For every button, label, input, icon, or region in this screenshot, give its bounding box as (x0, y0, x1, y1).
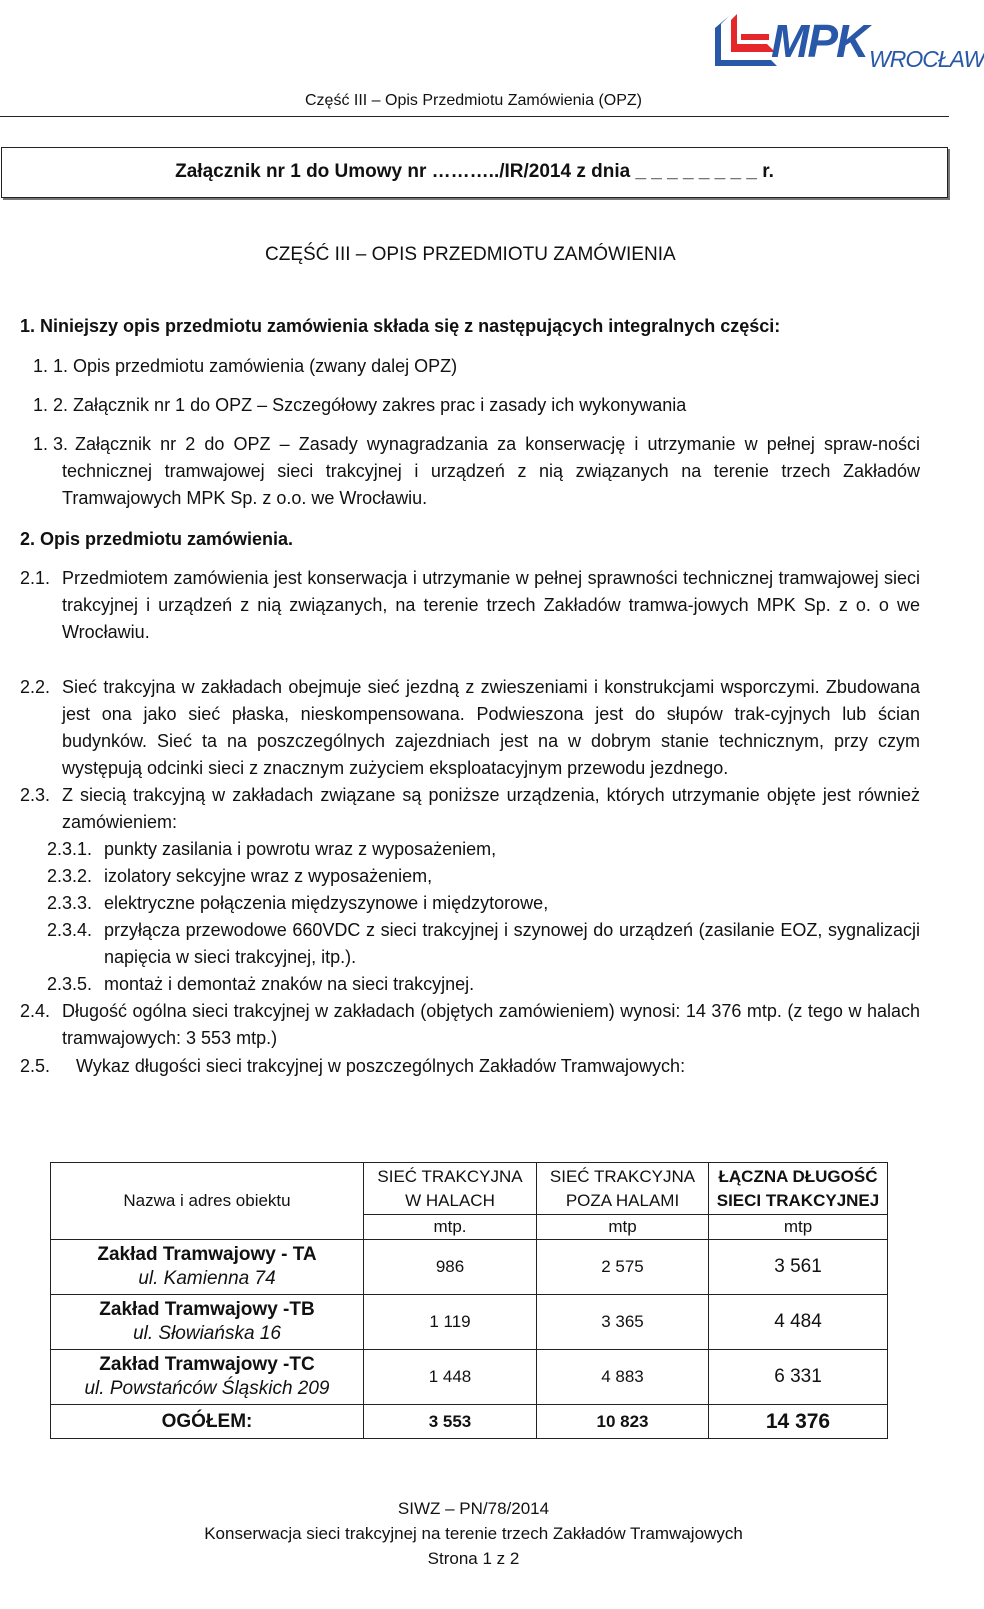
s1-item-2: 1. 2. Załącznik nr 1 do OPZ – Szczegółowy zakres prac i zasady ich wykonywania (33, 395, 687, 415)
total-v2: 10 823 (537, 1405, 709, 1439)
unit-2: mtp (537, 1215, 709, 1240)
row-name: Zakład Tramwajowy - TA (97, 1244, 317, 1265)
th-name: Nazwa i adres obiektu (51, 1163, 364, 1240)
mpk-logo (707, 4, 984, 72)
total-v3: 14 376 (709, 1405, 888, 1439)
th-total-length-l2: SIECI TRAKCYJNEJ (716, 1190, 880, 1210)
th-outside-halls-l2: POZA HALAMI (565, 1190, 680, 1210)
s2-p4-num: 2.4. (20, 1001, 51, 1021)
s2-p1: Przedmiotem zamówienia jest konserwacja i utrzymanie w pełnej sprawności technicznej tramwajowej sieci trakcyjnej i urządzeń z nią związanych, na terenie trzech Zakładów tramwa-jowych MPK Sp. z o. o we Wrocławiu. (62, 568, 920, 642)
footer-siwz: SIWZ – PN/78/2014 (397, 1499, 550, 1518)
s2-p1-num: 2.1. (20, 568, 51, 588)
row-v2: 2 575 (537, 1240, 709, 1295)
unit-1: mtp. (364, 1215, 537, 1240)
row-v3: 6 331 (709, 1350, 888, 1405)
th-in-halls-l2: W HALACH (405, 1190, 495, 1210)
s2-sub-4-num: 2.3.4. (47, 920, 93, 940)
total-v1: 3 553 (364, 1405, 537, 1439)
mpk-logo-icon (707, 4, 777, 72)
s1-item-1: 1. 1. Opis przedmiotu zamówienia (zwany dalej OPZ) (33, 356, 458, 376)
s2-sub-1-num: 2.3.1. (47, 839, 93, 859)
th-total-length-l1: ŁĄCZNA DŁUGOŚĆ (718, 1166, 878, 1186)
header-divider (0, 116, 949, 117)
th-in-halls (364, 1163, 537, 1215)
s2-sub-2: izolatory sekcyjne wraz z wyposażeniem, (104, 866, 433, 886)
s2-p2-num: 2.2. (20, 677, 51, 697)
logo-subtext: WROCŁAW (869, 46, 984, 72)
row-v3: 3 561 (709, 1240, 888, 1295)
row-address: ul. Powstańców Śląskich 209 (84, 1378, 330, 1399)
annex-box (1, 147, 948, 198)
row-v1: 1 119 (364, 1295, 537, 1350)
row-name-cell (51, 1295, 364, 1350)
unit-3: mtp (709, 1215, 888, 1240)
total-label: OGÓŁEM: (51, 1405, 364, 1439)
s2-p2: Sieć trakcyjna w zakładach obejmuje sieć jezdną z zwieszeniami i konstrukcjami wsporczymi. Zbudowana jest ona jako sieć płaska, nieskompensowana. Podwieszona jest do słupów trak-cyjnych lub ścian budynków. Sieć ta na poszczególnych zajezdniach jest na w dobrym stanie technicznym, przy czym występują odcinki sieci z znacznym zużyciem eksploatacyjnym przewodu jezdnego. (62, 677, 920, 778)
th-in-halls-l1: SIEĆ TRAKCYJNA (377, 1166, 523, 1186)
s2-sub-5: montaż i demontaż znaków na sieci trakcyjnej. (104, 974, 475, 994)
s2-p3-num: 2.3. (20, 785, 51, 805)
s2-heading: 2. Opis przedmiotu zamówienia. (20, 529, 294, 549)
row-v1: 1 448 (364, 1350, 537, 1405)
logo-text: MPK (771, 15, 868, 67)
s2-p5-num: 2.5. (20, 1056, 51, 1076)
s2-sub-3: elektryczne połączenia międzyszynowe i międzytorowe, (104, 893, 549, 913)
table-row (51, 1240, 888, 1295)
footer-page-number: Strona 1 z 2 (427, 1549, 520, 1568)
network-length-table (50, 1162, 888, 1439)
row-v1: 986 (364, 1240, 537, 1295)
table-total-row (51, 1405, 888, 1439)
s1-item-3-num: 1. 3. (33, 434, 69, 454)
row-v2: 4 883 (537, 1350, 709, 1405)
s2-p5: Wykaz długości sieci trakcyjnej w poszczególnych Zakładów Tramwajowych: (76, 1056, 686, 1076)
row-name: Zakład Tramwajowy -TB (99, 1299, 315, 1320)
row-name-cell (51, 1240, 364, 1295)
footer-subject: Konserwacja sieci trakcyjnej na terenie trzech Zakładów Tramwajowych (204, 1524, 743, 1543)
row-name-cell (51, 1350, 364, 1405)
table-row (51, 1295, 888, 1350)
th-outside-halls (537, 1163, 709, 1215)
row-address: ul. Kamienna 74 (138, 1268, 276, 1289)
table-header-row (51, 1163, 888, 1215)
s2-p4: Długość ogólna sieci trakcyjnej w zakładach (objętych zamówieniem) wynosi: 14 376 mtp. (z tego w halach tramwajowych: 3 553 mtp.) (62, 1001, 920, 1048)
s1-item-3: Załącznik nr 2 do OPZ – Zasady wynagradzania za konserwację i utrzymanie w pełnej spraw-ności technicznej tramwajowej sieci trakcyjnej i urządzeń z nią związanych na terenie trzech Zakładów Tramwajowych MPK Sp. z o.o. we Wrocławiu. (62, 434, 920, 508)
s1-heading: 1. Niniejszy opis przedmiotu zamówienia składa się z następujących integralnych części: (20, 316, 781, 336)
annex-text: Załącznik nr 1 do Umowy nr ………../IR/2014 z dnia _ _ _ _ _ _ _ _ r. (175, 161, 774, 182)
th-outside-halls-l1: SIEĆ TRAKCYJNA (549, 1166, 696, 1186)
th-total-length (709, 1163, 888, 1215)
row-address: ul. Słowiańska 16 (133, 1323, 281, 1344)
s2-sub-3-num: 2.3.3. (47, 893, 93, 913)
section-title: CZĘŚĆ III – OPIS PRZEDMIOTU ZAMÓWIENIA (265, 244, 676, 265)
row-name: Zakład Tramwajowy -TC (99, 1354, 315, 1375)
row-v2: 3 365 (537, 1295, 709, 1350)
s2-sub-4: przyłącza przewodowe 660VDC z sieci trakcyjnej i szynowej do urządzeń (zasilanie EOZ, sygnalizacji napięcia w sieci trakcyjnej, itp.). (104, 920, 920, 967)
s2-sub-1: punkty zasilania i powrotu wraz z wyposażeniem, (104, 839, 497, 859)
s2-sub-2-num: 2.3.2. (47, 866, 93, 886)
header-title: Część III – Opis Przedmiotu Zamówienia (OPZ) (305, 92, 642, 109)
row-v3: 4 484 (709, 1295, 888, 1350)
s2-sub-5-num: 2.3.5. (47, 974, 93, 994)
table-row (51, 1350, 888, 1405)
s2-p3: Z siecią trakcyjną w zakładach związane są poniższe urządzenia, których utrzymanie objęte jest również zamówieniem: (62, 785, 920, 832)
